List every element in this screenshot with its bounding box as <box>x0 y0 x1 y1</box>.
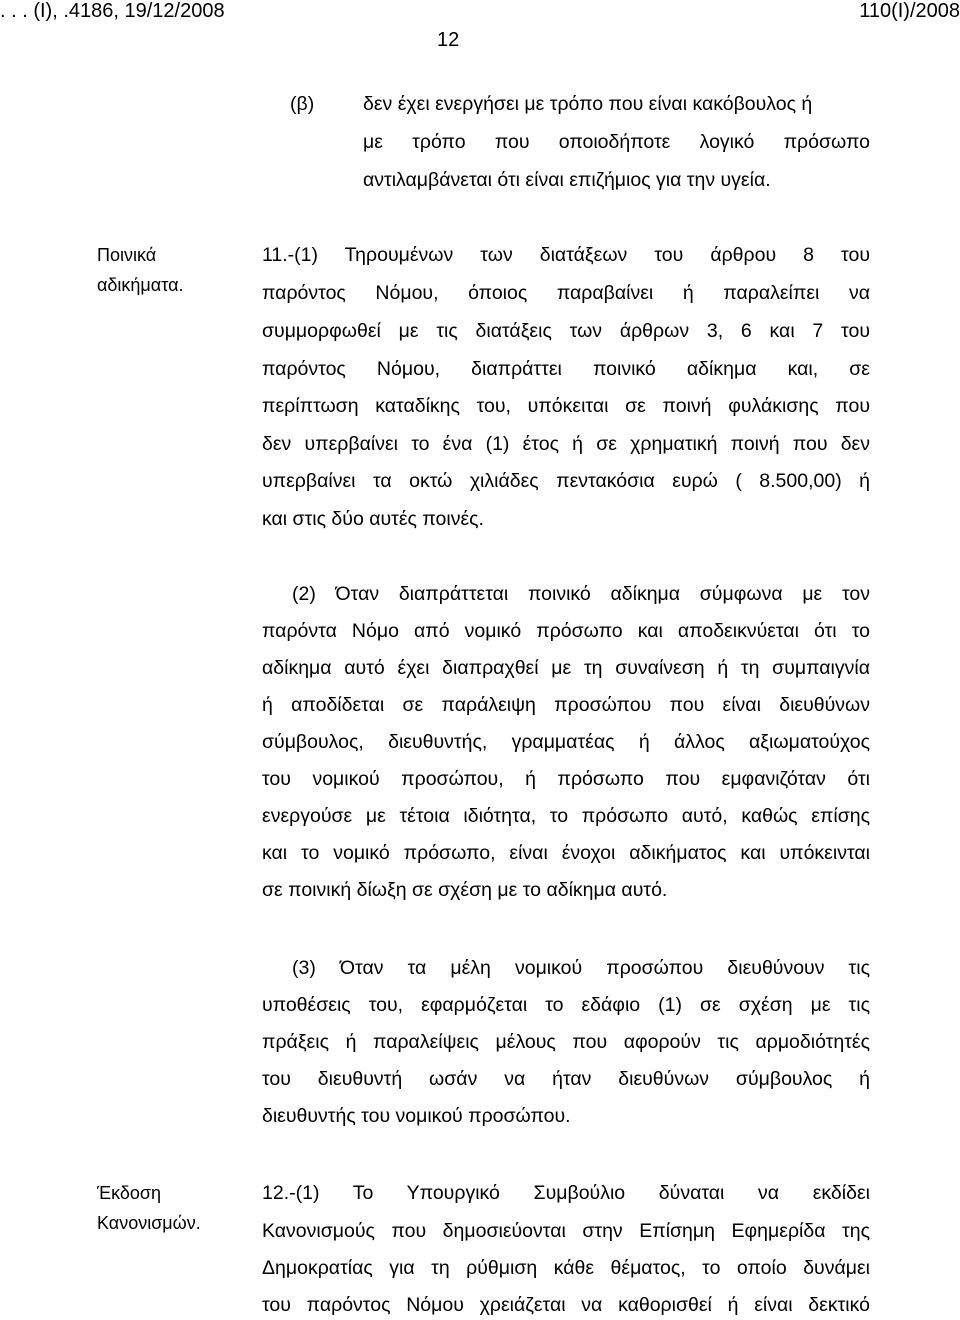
paragraph-line: (2) Όταν διαπράττεται ποινικό αδίκημα σύμφωνα με τον <box>292 583 870 605</box>
paragraph-line: υποθέσεις του, εφαρμόζεται το εδάφιο (1) σε σχέση με τις <box>262 994 870 1016</box>
paragraph-line: και στις δύο αυτές ποινές. <box>262 508 484 530</box>
paragraph-line: (3) Όταν τα μέλη νομικού προσώπου διευθύνουν τις <box>292 957 870 979</box>
margin-note-line: Έκδοση <box>97 1183 162 1203</box>
paragraph-line: του διευθυντή ωσάν να ήταν διευθύνων σύμβουλος ή <box>262 1068 870 1090</box>
paragraph-line: 11.-(1) Τηρουμένων των διατάξεων του άρθρου 8 του <box>262 244 870 266</box>
paragraph-line: Δημοκρατίας για τη ρύθμιση κάθε θέματος, το οποίο δυνάμει <box>262 1257 870 1279</box>
item-beta-line: με τρόπο που οποιοδήποτε λογικό πρόσωπο <box>363 131 870 153</box>
paragraph-line: υπερβαίνει τα οκτώ χιλιάδες πεντακόσια ευρώ ( 8.500,00) ή <box>262 470 870 492</box>
paragraph-line: περίπτωση καταδίκης του, υπόκειται σε ποινή φυλάκισης που <box>262 395 870 417</box>
paragraph-line: συμμορφωθεί με τις διατάξεις των άρθρων 3, 6 και 7 του <box>262 320 870 342</box>
paragraph-line: 12.-(1) Το Υπουργικό Συμβούλιο δύναται να εκδίδει <box>262 1182 870 1204</box>
paragraph-line: διευθυντής του νομικού προσώπου. <box>262 1105 571 1127</box>
paragraph-line: ενεργούσε με τέτοια ιδιότητα, το πρόσωπο αυτό, καθώς επίσης <box>262 805 870 827</box>
paragraph-line: δεν υπερβαίνει το ένα (1) έτος ή σε χρηματική ποινή που δεν <box>262 433 870 455</box>
item-beta-line: δεν έχει ενεργήσει με τρόπο που είναι κακόβουλος ή <box>363 93 813 115</box>
paragraph-line: ή αποδίδεται σε παράλειψη προσώπου που είναι διευθύνων <box>262 694 870 716</box>
law-number: 110(Ι)/2008 <box>859 0 960 22</box>
margin-note-line: Ποινικά <box>97 245 157 265</box>
paragraph-line: Κανονισμούς που δημοσιεύονται στην Επίσημη Εφημερίδα της <box>262 1220 870 1242</box>
page-number: 12 <box>437 29 460 51</box>
paragraph-line: αδίκημα αυτό έχει διαπραχθεί με τη συναίνεση ή τη συμπαιγνία <box>262 657 870 679</box>
item-label-beta: (β) <box>290 93 315 115</box>
gazette-reference: . . . (Ι), .4186, 19/12/2008 <box>0 0 225 22</box>
paragraph-line: σε ποινική δίωξη σε σχέση με το αδίκημα αυτό. <box>262 879 668 901</box>
paragraph-line: παρόντος Νόμου, διαπράττει ποινικό αδίκημα και, σε <box>262 358 870 380</box>
item-beta-line: αντιλαμβάνεται ότι είναι επιζήμιος για την υγεία. <box>363 169 771 191</box>
paragraph-line: παρόντος Νόμου, όποιος παραβαίνει ή παραλείπει να <box>262 282 870 304</box>
margin-note-line: αδικήματα. <box>97 275 184 295</box>
paragraph-line: πράξεις ή παραλείψεις μέλους που αφορούν τις αρμοδιότητές <box>262 1031 870 1053</box>
paragraph-line: σύμβουλος, διευθυντής, γραμματέας ή άλλος αξιωματούχος <box>262 731 870 753</box>
margin-note-line: Κανονισμών. <box>97 1213 201 1233</box>
paragraph-line: και το νομικό πρόσωπο, είναι ένοχοι αδικήματος και υπόκεινται <box>262 842 870 864</box>
paragraph-line: του παρόντος Νόμου χρειάζεται να καθορισθεί ή είναι δεκτικό <box>262 1294 870 1316</box>
paragraph-line: παρόντα Νόμο από νομικό πρόσωπο και αποδεικνύεται ότι το <box>262 620 870 642</box>
paragraph-line: του νομικού προσώπου, ή πρόσωπο που εμφανιζόταν ότι <box>262 768 870 790</box>
